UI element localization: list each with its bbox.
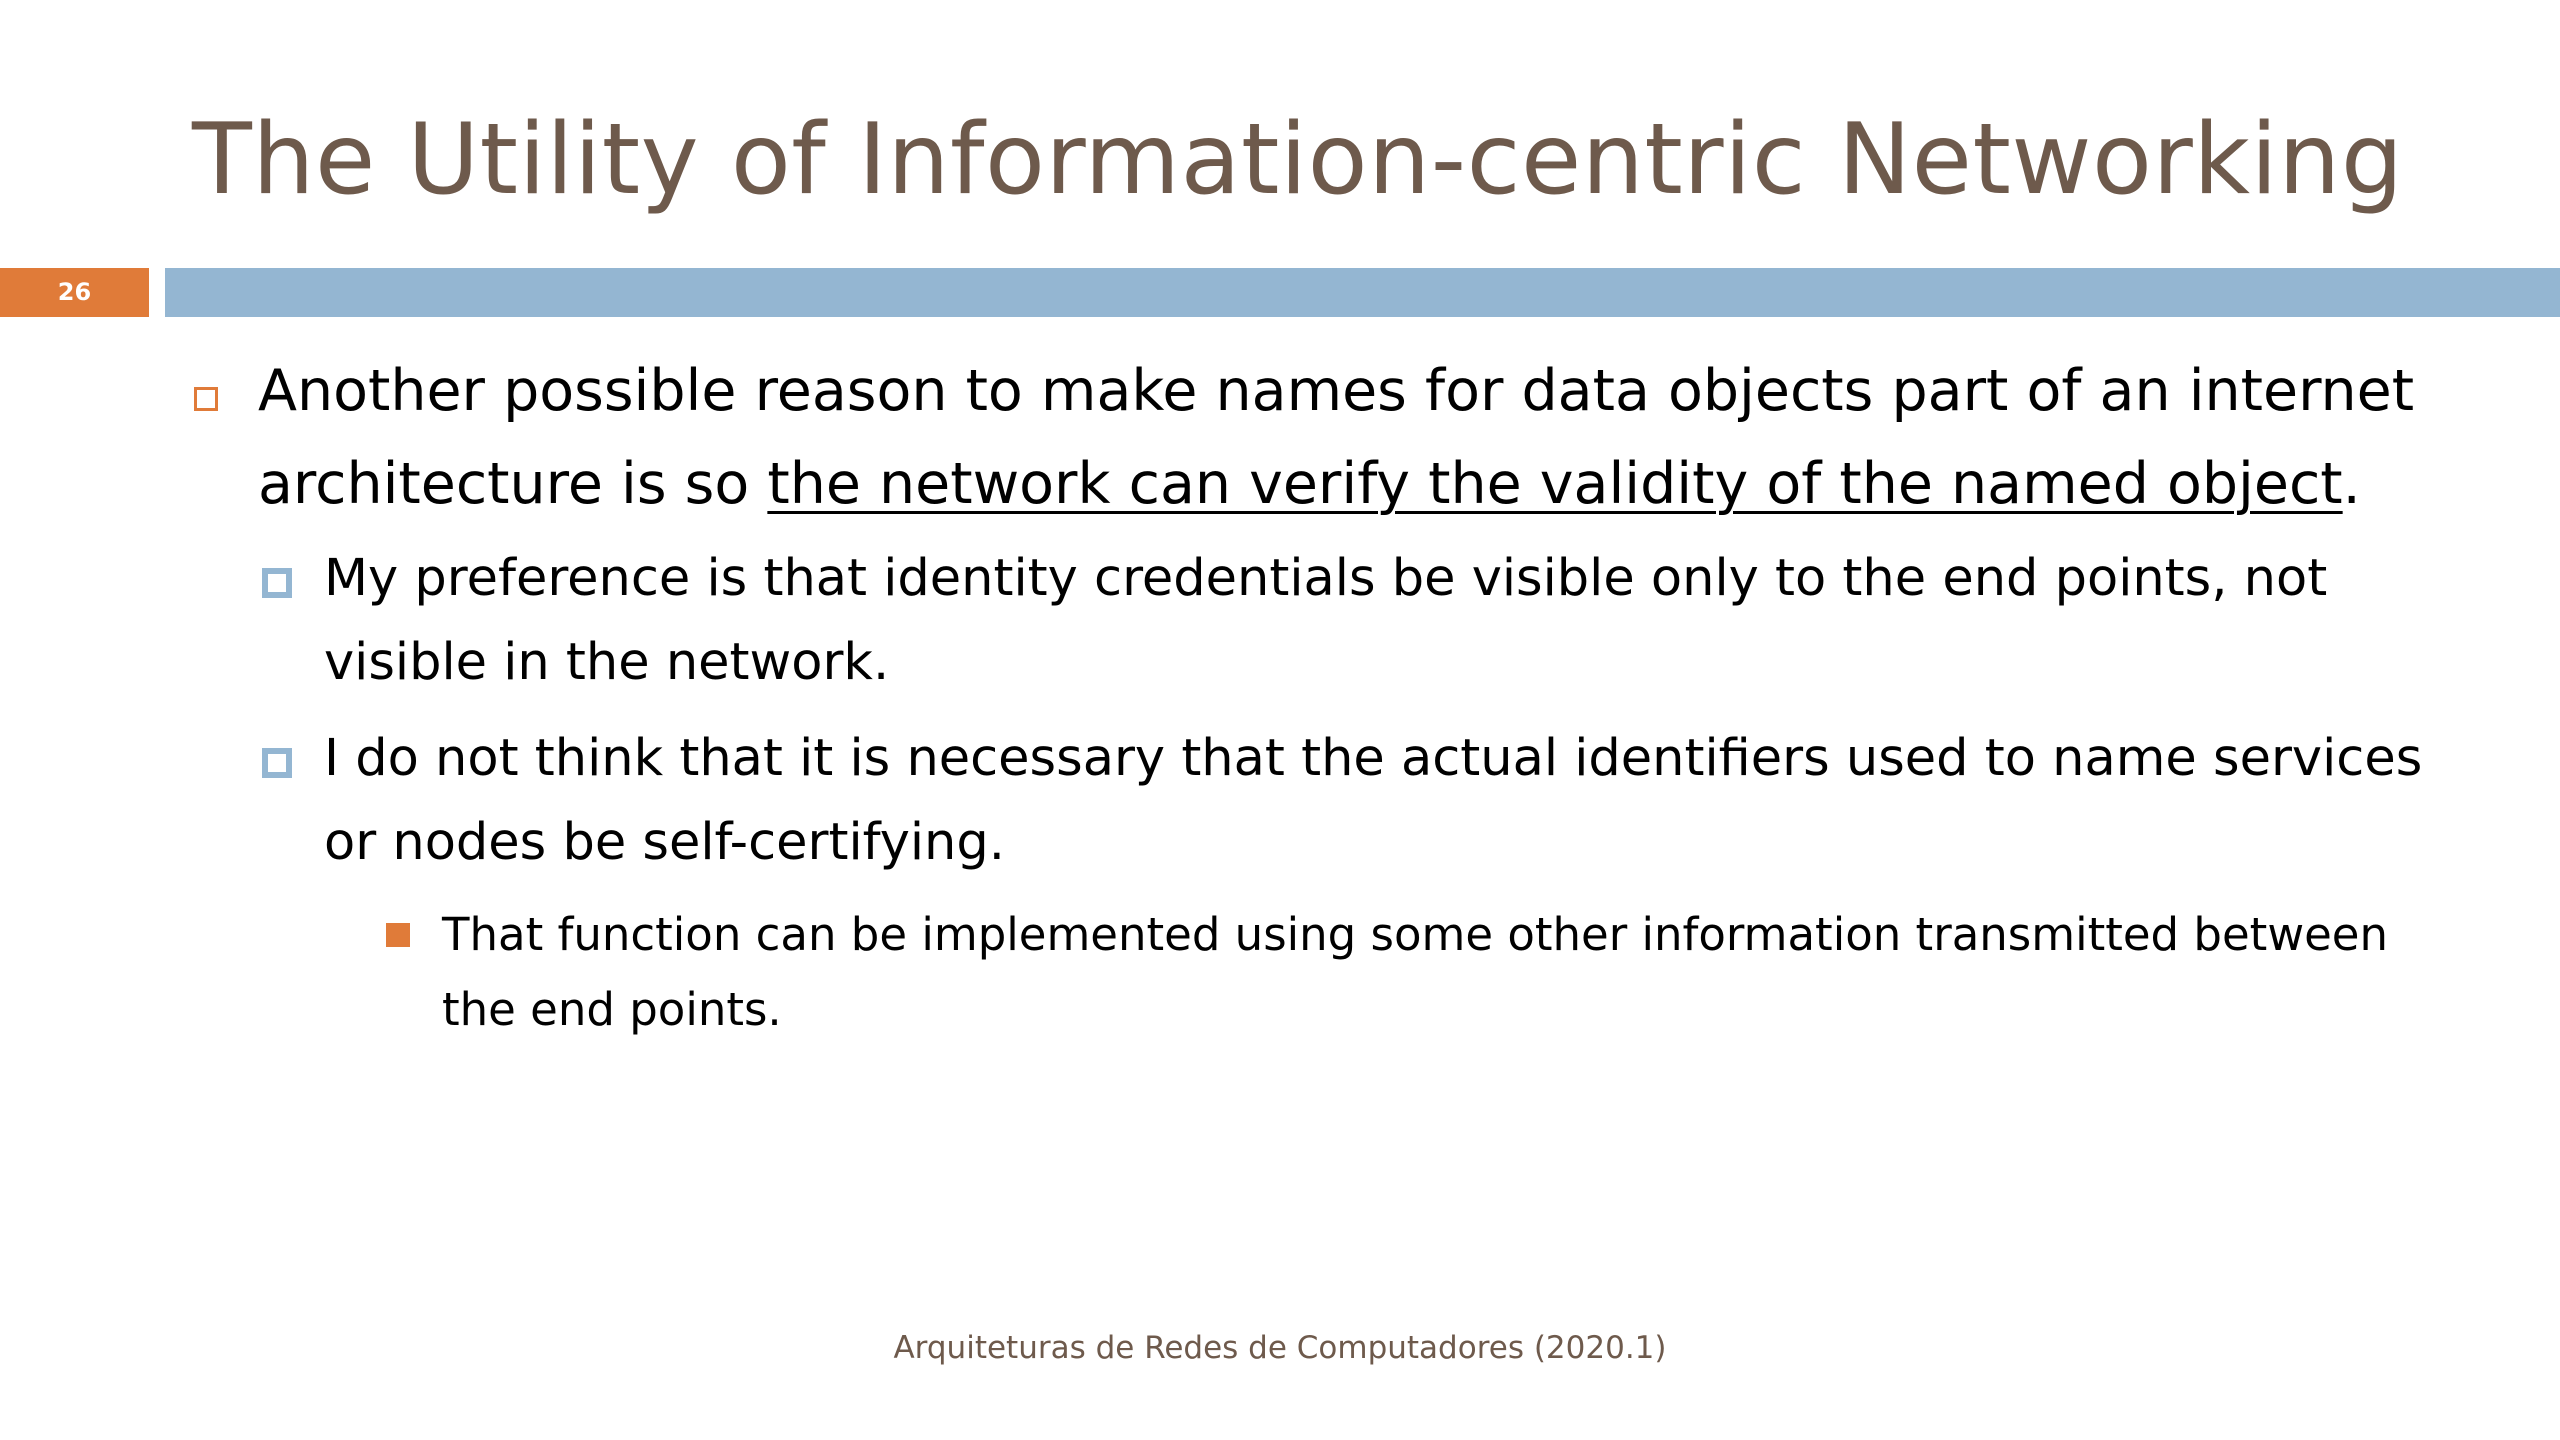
sub-sub-bullet-1-text: That function can be implemented using some other information transmitted between the end points. [442,908,2389,1036]
slide-title: The Utility of Information-centric Networking [192,103,2404,217]
sub-bullet-2 [258,717,2440,885]
sub-sub-bullet-1 [382,897,2440,1047]
hollow-square-bullet-icon [194,387,218,411]
slide-body [190,345,2440,1047]
blue-square-bullet-icon [262,568,292,598]
filled-square-bullet-icon [386,923,410,947]
title-divider-bar [165,268,2560,317]
slide-footer: Arquiteturas de Redes de Computadores (2020.1) [893,1330,1667,1366]
bullet-point-1-text: Another possible reason to make names for data objects part of an internet architecture is so [258,358,2415,517]
bullet-point-1-underlined-text: the network can verify the validity of the named object [767,451,2343,517]
bullet-point-1-period: . [2342,451,2361,517]
bullet-point-1 [190,345,2440,531]
sub-bullet-1 [258,537,2440,705]
slide-number-badge: 26 [0,268,149,317]
sub-bullet-2-text: I do not think that it is necessary that the actual identifiers used to name services or nodes be self-certifying. [324,729,2423,872]
blue-square-bullet-icon [262,748,292,778]
sub-bullet-1-text: My preference is that identity credentials be visible only to the end points, not visible in the network. [324,549,2328,692]
